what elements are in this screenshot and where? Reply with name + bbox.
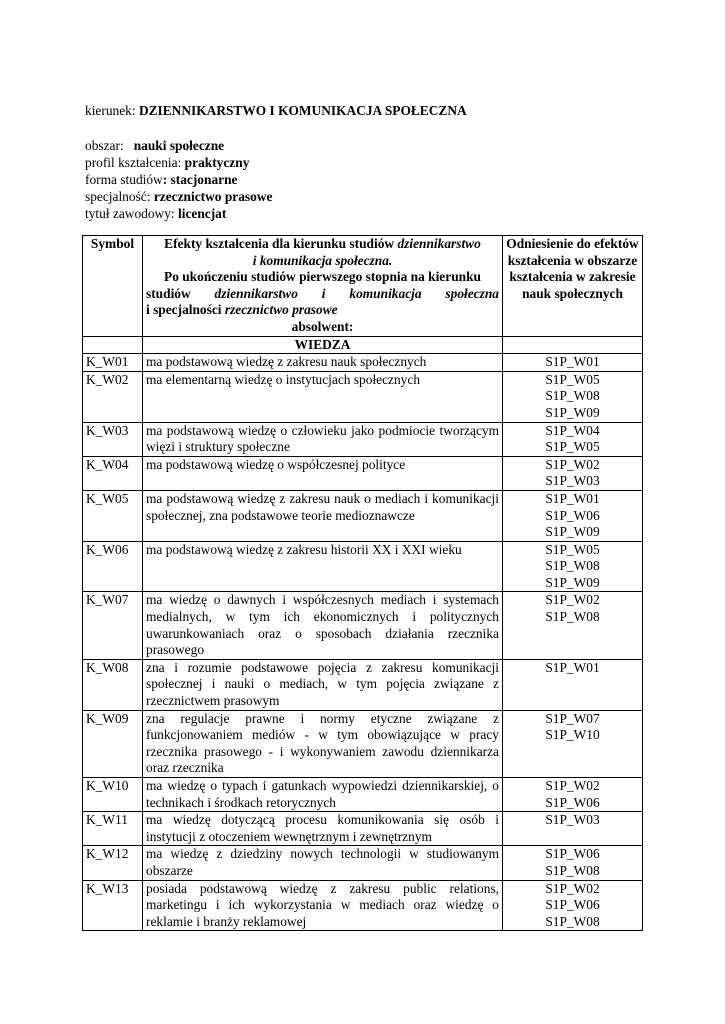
table-row bbox=[83, 659, 643, 710]
reference-code: S1P_W05 bbox=[545, 371, 600, 387]
reference-code: S1P_W02 bbox=[545, 456, 600, 472]
outcome-description: ma podstawową wiedzę z zakresu historii XX i XXI wieku bbox=[143, 541, 503, 592]
table-row bbox=[83, 812, 643, 846]
outcome-code: K_W11 bbox=[83, 812, 143, 846]
table-row bbox=[83, 422, 643, 456]
table-row bbox=[83, 710, 643, 777]
reference-code: S1P_W03 bbox=[545, 473, 600, 489]
outcome-description: zna i rozumie podstawowe pojęcia z zakresu komunikacji społecznej i nauki o mediach, w tym pojęcia związane z rzecznictwem prasowym bbox=[143, 659, 503, 710]
table-row bbox=[83, 592, 643, 659]
outcome-code: K_W10 bbox=[83, 778, 143, 812]
reference-code: S1P_W08 bbox=[545, 388, 600, 404]
outcome-description: ma wiedzę z dziedziny nowych technologii w studiowanym obszarze bbox=[143, 846, 503, 880]
field-profil bbox=[85, 154, 249, 171]
outcome-references bbox=[503, 422, 643, 456]
outcome-code: K_W03 bbox=[83, 422, 143, 456]
reference-code: S1P_W08 bbox=[545, 862, 600, 878]
header-effects-line6: absolwent: bbox=[291, 318, 354, 334]
learning-outcomes-table bbox=[82, 235, 643, 931]
tytul-label: tytuł zawodowy: bbox=[85, 206, 175, 221]
header-effects-line2: i komunikacja społeczna. bbox=[252, 252, 393, 268]
obszar-value: nauki społeczne bbox=[133, 138, 225, 153]
obszar-label: obszar: bbox=[85, 138, 124, 153]
reference-code: S1P_W02 bbox=[545, 778, 600, 793]
outcome-code: K_W12 bbox=[83, 846, 143, 880]
outcome-description: ma wiedzę o dawnych i współczesnych mediach i systemach medialnych, w tym ich ekonomicznych i politycznych uwarunkowaniach oraz o sposobach działania rzecznika prasowego bbox=[143, 592, 503, 659]
outcome-references bbox=[503, 456, 643, 490]
reference-code: S1P_W05 bbox=[545, 541, 600, 557]
section-title: WIEDZA bbox=[143, 336, 503, 354]
outcome-code: K_W04 bbox=[83, 456, 143, 490]
table-row bbox=[83, 846, 643, 880]
reference-code: S1P_W02 bbox=[545, 592, 600, 608]
outcome-description: ma wiedzę dotyczącą procesu komunikowania się osób i instytucji z otoczeniem wewnętrznym i zewnętrznym bbox=[143, 812, 503, 846]
reference-code: S1P_W09 bbox=[545, 524, 600, 540]
reference-code: S1P_W05 bbox=[545, 439, 600, 455]
outcome-code: K_W09 bbox=[83, 710, 143, 777]
reference-code: S1P_W07 bbox=[545, 710, 600, 726]
outcome-references bbox=[503, 354, 643, 372]
outcome-description: ma wiedzę o typach i gatunkach wypowiedzi dziennikarskiej, o technikach i środkach retorycznych bbox=[143, 778, 503, 812]
field-tytul bbox=[85, 205, 226, 222]
reference-code: S1P_W06 bbox=[545, 507, 600, 523]
outcome-references bbox=[503, 592, 643, 659]
field-specjalnosc bbox=[85, 188, 272, 205]
reference-code: S1P_W09 bbox=[545, 574, 600, 590]
section-empty-cell bbox=[503, 336, 643, 354]
tytul-value: licencjat bbox=[178, 206, 227, 221]
outcome-code: K_W13 bbox=[83, 880, 143, 931]
table-row bbox=[83, 371, 643, 422]
profil-label: profil kształcenia: bbox=[85, 155, 182, 170]
table-row bbox=[83, 490, 643, 541]
outcome-references bbox=[503, 846, 643, 880]
reference-code: S1P_W09 bbox=[545, 404, 600, 420]
specjalnosc-label: specjalność: bbox=[85, 189, 151, 204]
reference-code: S1P_W06 bbox=[545, 846, 600, 862]
table-row bbox=[83, 354, 643, 372]
header-effects-line5: i specjalności rzecznictwo prasowe bbox=[146, 302, 338, 318]
reference-code: S1P_W02 bbox=[545, 880, 600, 896]
reference-code: S1P_W08 bbox=[545, 913, 600, 929]
header-effects-line1: Efekty kształcenia dla kierunku studiów dziennikarstwo bbox=[164, 236, 481, 251]
reference-code: S1P_W04 bbox=[545, 422, 600, 438]
reference-code: S1P_W01 bbox=[545, 354, 600, 370]
specjalnosc-value: rzecznictwo prasowe bbox=[153, 189, 273, 204]
kierunek-value: DZIENNIKARSTWO I KOMUNIKACJA SPOŁECZNA bbox=[138, 103, 467, 118]
table-header-row bbox=[83, 236, 643, 337]
field-obszar bbox=[85, 137, 224, 154]
outcome-references bbox=[503, 778, 643, 812]
outcome-code: K_W05 bbox=[83, 490, 143, 541]
outcome-description: ma podstawową wiedzę z zakresu nauk o mediach i komunikacji społecznej, zna podstawowe teorie medioznawcze bbox=[143, 490, 503, 541]
outcome-code: K_W08 bbox=[83, 659, 143, 710]
reference-code: S1P_W06 bbox=[545, 897, 600, 913]
field-forma bbox=[85, 171, 237, 188]
section-empty-cell bbox=[83, 336, 143, 354]
reference-code: S1P_W03 bbox=[545, 812, 600, 828]
forma-value: : stacjonarne bbox=[162, 172, 238, 187]
outcome-references bbox=[503, 710, 643, 777]
table-row bbox=[83, 541, 643, 592]
outcome-references bbox=[503, 490, 643, 541]
reference-code: S1P_W10 bbox=[545, 727, 600, 743]
reference-code: S1P_W01 bbox=[545, 659, 600, 675]
kierunek-label: kierunek: bbox=[85, 103, 136, 118]
outcome-description: posiada podstawową wiedzę z zakresu public relations, marketingu i ich wykorzystania w mediach oraz wiedzę o reklamie i branży reklamowej bbox=[143, 880, 503, 931]
header-effects bbox=[143, 236, 503, 337]
outcome-description: ma podstawową wiedzę o współczesnej polityce bbox=[143, 456, 503, 490]
outcome-references bbox=[503, 880, 643, 931]
header-symbol: Symbol bbox=[83, 236, 143, 337]
table-row bbox=[83, 880, 643, 931]
outcome-references bbox=[503, 371, 643, 422]
reference-code: S1P_W01 bbox=[545, 490, 600, 506]
outcome-description: ma podstawową wiedzę z zakresu nauk społecznych bbox=[143, 354, 503, 372]
reference-code: S1P_W08 bbox=[545, 609, 600, 625]
outcome-references bbox=[503, 812, 643, 846]
outcome-description: zna regulacje prawne i normy etyczne związane z funkcjonowaniem mediów - w tym obowiązujące w pracy rzecznika prasowego - i wykonywaniem zawodu dziennikarza oraz rzecznika bbox=[143, 710, 503, 777]
table-row bbox=[83, 778, 643, 812]
reference-code: S1P_W06 bbox=[545, 794, 600, 810]
table-row bbox=[83, 456, 643, 490]
outcome-code: K_W02 bbox=[83, 371, 143, 422]
profil-value: praktyczny bbox=[184, 155, 250, 170]
outcome-references bbox=[503, 541, 643, 592]
forma-label: forma studiów bbox=[85, 172, 163, 187]
outcome-code: K_W07 bbox=[83, 592, 143, 659]
outcome-references bbox=[503, 659, 643, 710]
header-reference: Odniesienie do efektów kształcenia w obszarze kształcenia w zakresie nauk społecznych bbox=[503, 236, 643, 337]
outcome-code: K_W06 bbox=[83, 541, 143, 592]
reference-code: S1P_W08 bbox=[545, 558, 600, 574]
outcome-code: K_W01 bbox=[83, 354, 143, 372]
outcome-description: ma elementarną wiedzę o instytucjach społecznych bbox=[143, 371, 503, 422]
outcome-description: ma podstawową wiedzę o człowieku jako podmiocie tworzącym więzi i struktury społeczne bbox=[143, 422, 503, 456]
header-effects-line4: studiów dziennikarstwo i komunikacja społeczna bbox=[146, 285, 499, 301]
section-row bbox=[83, 336, 643, 354]
header-effects-line3: Po ukończeniu studiów pierwszego stopnia na kierunku bbox=[164, 269, 481, 285]
field-kierunek bbox=[85, 102, 467, 119]
